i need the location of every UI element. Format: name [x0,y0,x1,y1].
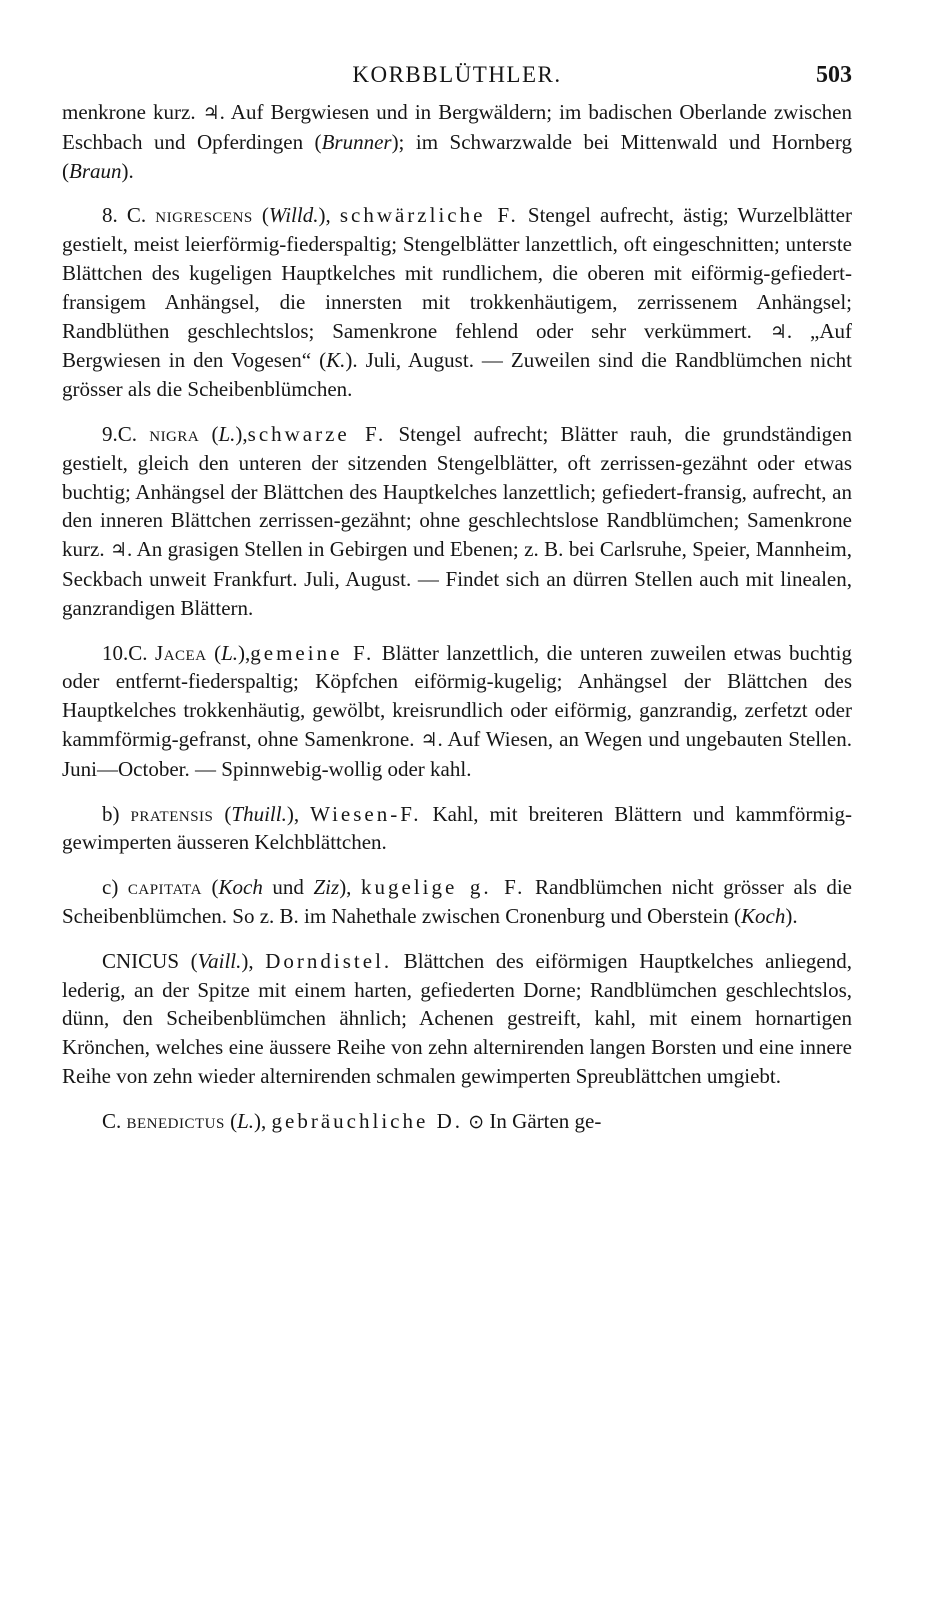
author-citation: Koch [218,875,263,900]
common-name: schwärzliche F. [339,203,519,228]
text-run: . Auf Wiesen, an Wegen und ungebauten Stellen. Juni—October. — Spinnwebig-wollig oder kahl. [62,726,852,781]
text-run: Blättchen des eiförmigen Hauptkelches anliegend, lederig, an der Spitze mit einem harten, gefiederten Dorne; Randblümchen geschlechtslos, dünn, den Scheibenblümchen ähnlich; Achenen gestreift, kahl, mit einem hornartigen Krönchen, welches eine äussere Reihe von zehn alternirenden langen Borsten und eine innere Reihe von zehn wieder alternirenden schmalen gewimperten Spreublättchen umgiebt. [62,948,852,1088]
text-run: ), [286,801,311,826]
text-run: ( [206,640,222,665]
author-citation: Thuill. [231,801,287,826]
text-run: und [262,875,314,900]
text-run: ( [252,203,269,228]
common-name: Wiesen-F. [310,801,422,826]
book-page [62,58,852,1578]
author-citation: L. [221,640,239,665]
text-run: ), [241,948,266,973]
common-name: gemeine F. [250,640,375,665]
author-citation: K. [326,348,346,373]
text-run: ( [179,948,198,973]
text-run: . „Auf Bergwiesen in den Vogesen“ ( [62,318,852,373]
text-run: ( [199,421,219,446]
text-run: ). [121,158,134,183]
species-entry-jacea [62,639,852,784]
variety-entry-pratensis [62,800,852,858]
common-name: gebräuchliche D. [271,1108,463,1133]
text-run: . Auf Bergwiesen und in Bergwäldern; im badischen Oberlande zwischen Eschbach und Opferdingen ( [62,100,852,154]
page-number: 503 [816,62,852,88]
paragraph-continuation [62,98,852,185]
author-citation: Willd. [268,203,319,228]
text-run: ); im Schwarzwalde bei Mittenwald und Hornberg ( [62,129,852,183]
variety-name: pratensis [130,801,214,826]
common-name: kugelige g. F. [361,875,526,900]
author-citation: Brunner [321,129,392,154]
text-run: ( [201,875,219,900]
entry-number: c) [102,875,128,900]
text-run: ( [224,1108,238,1133]
author-citation: Vaill. [197,948,242,973]
perennial-symbol-icon: ♃ [420,728,438,751]
running-title: KORBBLÜTHLER. [352,62,562,87]
text-run: ), [318,203,340,228]
text-run: Blätter lanzettlich, die unteren zuweilen etwas buchtig oder entfernt-fiederspaltig; Köpfchen eiförmig-kugelig; Anhängsel der Blättchen des Hauptkelches trokkenhäutig, gewölbt, kreisrundlich oder eiförmig, ganzrandig, zerfetzt oder kammförmig-gefranst, ohne Samenkrone. [62,640,852,751]
common-name: schwarze F. [247,421,387,446]
running-header [62,58,852,98]
species-entry-nigra [62,420,852,623]
entry-number: C. [102,1108,127,1133]
genus-entry-cnicus [62,947,852,1091]
species-entry-benedictus [62,1107,852,1137]
species-name: Jacea [155,640,207,665]
entry-number: b) [102,801,131,826]
text-run: ), [339,875,361,900]
text-run: Randblümchen nicht grösser als die Scheibenblümchen. So z. B. im Nahethale zwischen Cronenburg und Oberstein ( [62,875,852,928]
text-run: ), [235,421,248,446]
text-run: Stengel aufrecht, ästig; Wurzelblätter gestielt, meist leierförmig-fiederspaltig; Stengelblätter lanzettlich, oft eingeschnitten; unterste Blättchen des kugeligen Hauptkelches mit rundlichem, die oberen mit eiförmig-gefiedert-fransigem Anhängsel, die innersten mit trokkenhäutigem, zerrissenem Anhängsel; Randblüthen geschlechtslos; Samenkrone fehlend oder sehr verkümmert. [62,203,852,343]
annual-symbol-icon: ⊙ [468,1110,485,1133]
perennial-symbol-icon: ♃ [769,320,787,343]
text-run: ). Juli, August. — Zuweilen sind die Randblümchen nicht grösser als die Scheibenblümchen. [62,348,852,402]
text-run: ( [213,801,232,826]
genus-name: CNICUS [102,948,180,973]
author-citation: Braun [69,158,122,183]
species-name: nigra [149,421,200,446]
text-run: menkrone kurz. [62,100,203,124]
perennial-symbol-icon: ♃ [110,539,128,562]
text-run: Kahl, mit breiteren Blättern und kammförmig-gewimperten äusseren Kelchblättchen. [62,801,853,855]
entry-number: 9.C. [102,421,150,446]
author-citation: L. [218,421,236,446]
text-run: ), [238,640,251,665]
text-run: . An grasigen Stellen in Gebirgen und Ebenen; z. B. bei Carlsruhe, Speier, Mannheim, Seckbach unweit Frankfurt. Juli, August. — Findet sich an dürren Stellen auch mit linealen, ganzrandigen Blättern. [62,537,852,620]
variety-name: capitata [127,875,202,900]
species-name: nigrescens [155,203,253,228]
author-citation: L. [237,1108,255,1133]
author-citation: Ziz [313,875,340,900]
text-run: ), [254,1108,272,1133]
author-citation: Koch [741,903,786,928]
text-run: In Gärten ge- [484,1108,602,1133]
entry-number: 8. C. [102,203,156,228]
species-entry-nigrescens [62,201,852,404]
text-run: ). [785,903,798,928]
variety-entry-capitata [62,873,852,931]
species-name: benedictus [126,1108,225,1133]
entry-number: 10.C. [102,640,156,665]
perennial-symbol-icon: ♃ [202,102,220,124]
common-name: Dorndistel. [265,948,393,973]
text-run: Stengel aufrecht; Blätter rauh, die grundständigen gestielt, gleich den unteren der sitzenden Stengelblätter, oft zerrissen-gezähnt oder etwas buchtig; Anhängsel der Blättchen des Hauptkelches lanzettlich; gefiedert-fransig, aufrecht, an den inneren Blättchen zerrissen-gezähnt; ohne geschlechtslose Randblümchen; Samenkrone kurz. [62,421,852,562]
